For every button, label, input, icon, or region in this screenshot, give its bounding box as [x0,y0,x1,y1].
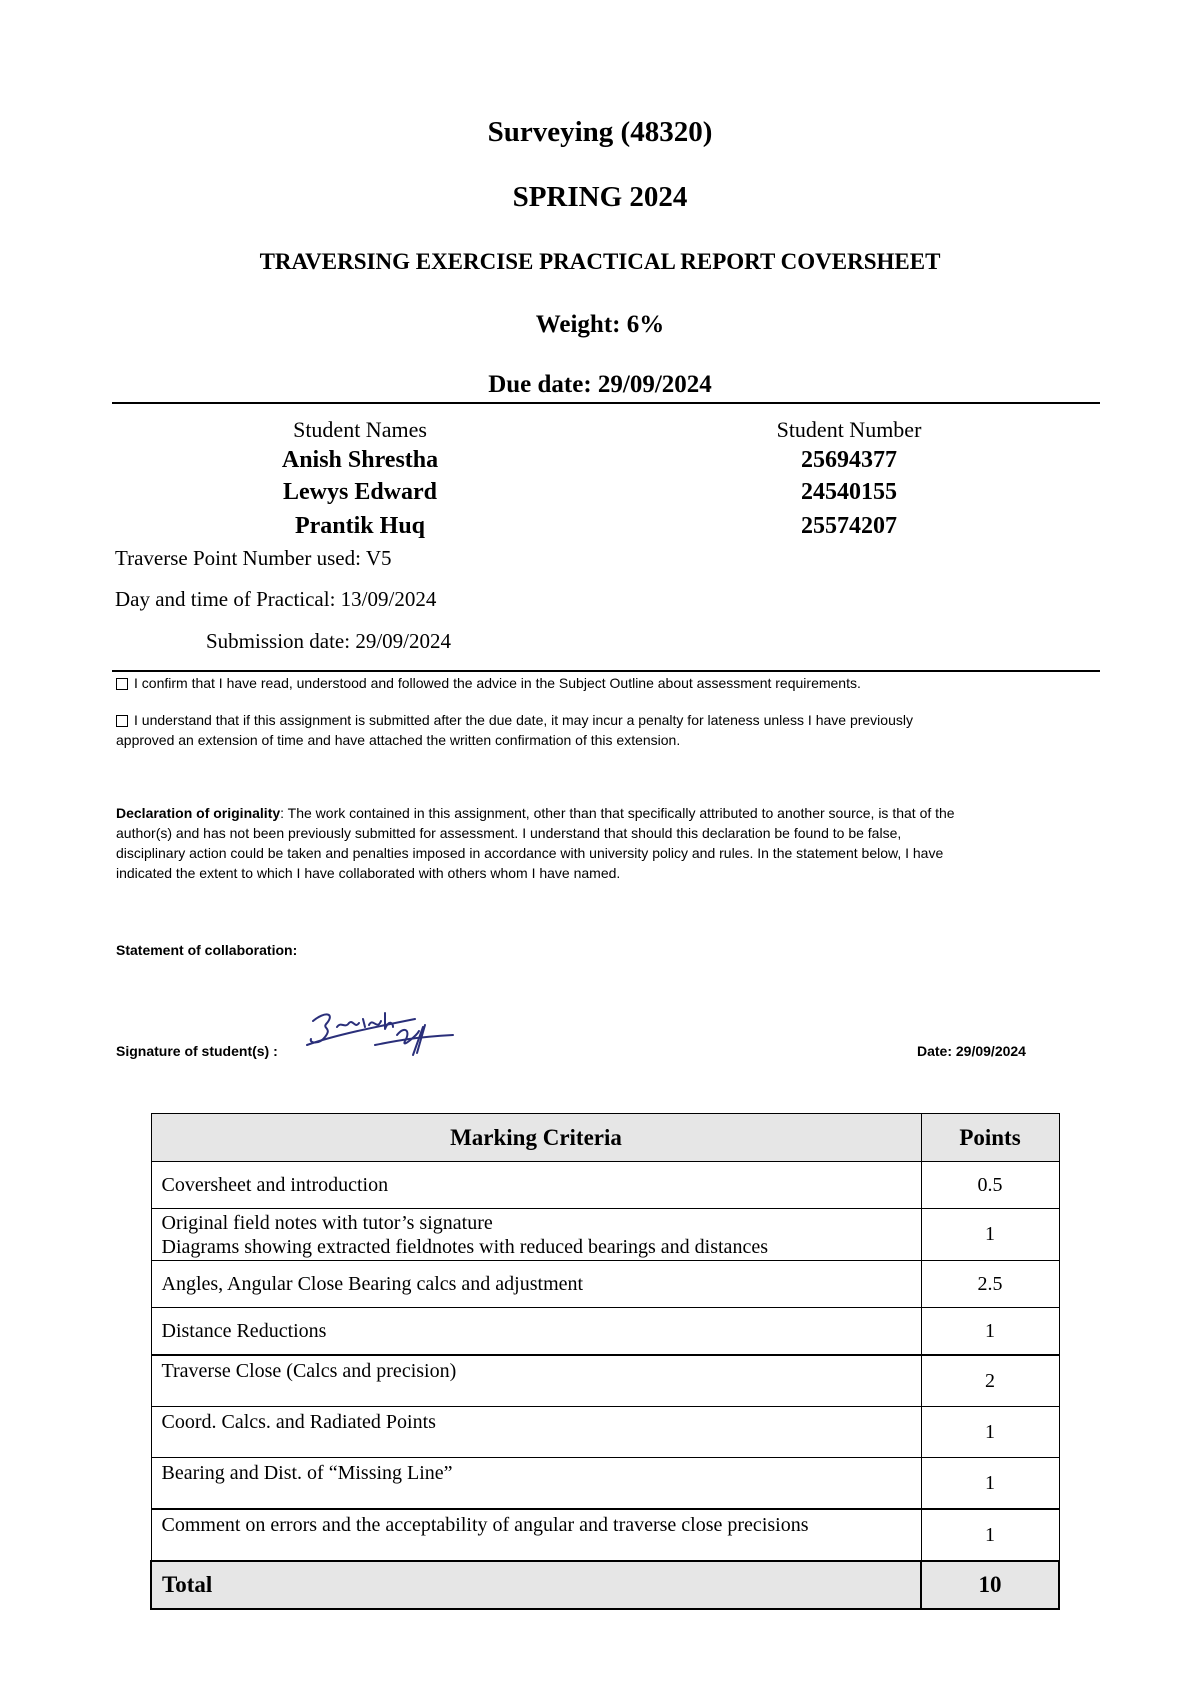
student-number: 25574207 [801,513,897,539]
criterion: Distance Reductions [151,1308,921,1356]
table-row [151,1261,1059,1308]
criterion-points: 1 [921,1209,1059,1261]
table-row [151,1355,1059,1407]
total-row [151,1561,1059,1609]
originality-declaration [116,803,1106,883]
collaboration-label: Statement of collaboration: [116,942,298,958]
originality-line3: disciplinary action could be taken and penalties imposed in accordance with university policy and rules. In the statement below, I have [116,845,944,861]
due-date: Due date: 29/09/2024 [488,371,712,398]
student-number: 24540155 [801,479,897,505]
student-name: Anish Shrestha [281,447,439,473]
signature-label: Signature of student(s) : [116,1043,278,1059]
student-number: 25694377 [801,447,897,473]
criterion: Coversheet and introduction [151,1162,921,1209]
originality-line1: : The work contained in this assignment, other than that specifically attributed to another source, is that of the [280,805,955,821]
criterion: Bearing and Dist. of “Missing Line” [151,1458,921,1510]
table-row [151,1162,1059,1209]
late-checkbox[interactable] [116,715,128,727]
criterion: Comment on errors and the acceptability of angular and traverse close precisions [151,1509,921,1561]
criterion: Angles, Angular Close Bearing calcs and adjustment [151,1261,921,1308]
criterion-points: 1 [921,1308,1059,1356]
criterion-points: 1 [921,1458,1059,1510]
table-row [151,1308,1059,1356]
criterion-line2: Diagrams showing extracted fieldnotes with reduced bearings and distances [161,1235,768,1258]
criterion: Traverse Close (Calcs and precision) [151,1355,921,1407]
marking-criteria-table [150,1113,1060,1610]
table-row [151,1407,1059,1458]
table-row [151,1458,1059,1510]
total-label: Total [151,1561,921,1609]
student-name: Prantik Huq [294,513,426,539]
semester: SPRING 2024 [512,181,688,213]
table-row [151,1209,1059,1261]
criterion-line1: Original field notes with tutor’s signature [161,1211,493,1234]
divider-top [112,402,1100,404]
criteria-header: Marking Criteria [151,1114,921,1162]
criterion-points: 1 [921,1509,1059,1561]
course-title: Surveying (48320) [487,116,713,148]
divider-declarations [112,670,1100,672]
traverse-point: Traverse Point Number used: V5 [115,546,392,570]
table-row [151,1509,1059,1561]
confirm-declaration [116,673,1106,693]
points-header: Points [921,1114,1059,1162]
originality-line4: indicated the extent to which I have collaborated with others whom I have named. [116,865,621,881]
practical-time: Day and time of Practical: 13/09/2024 [115,587,437,611]
student-names-header: Student Names [293,417,427,442]
signature-image [305,1005,455,1063]
confirm-checkbox[interactable] [116,678,128,690]
criterion-points: 1 [921,1407,1059,1458]
criterion [151,1209,921,1261]
confirm-text: I confirm that I have read, understood and followed the advice in the Subject Outline about assessment requirements. [134,675,861,691]
student-number-header: Student Number [776,417,922,442]
late-text-line1: I understand that if this assignment is submitted after the due date, it may incur a penalty for lateness unless I have previously [134,712,913,728]
student-name: Lewys Edward [282,479,438,505]
criterion-points: 0.5 [921,1162,1059,1209]
late-text-line2: approved an extension of time and have attached the written confirmation of this extension. [116,732,681,748]
criterion-points: 2 [921,1355,1059,1407]
criterion: Coord. Calcs. and Radiated Points [151,1407,921,1458]
originality-label: Declaration of originality [116,805,281,821]
signature-date: Date: 29/09/2024 [917,1043,1026,1059]
weight: Weight: 6% [535,311,665,338]
late-declaration [116,710,1106,750]
originality-line2: author(s) and has not been previously submitted for assessment. I understand that should this declaration be found to be false, [116,825,902,841]
total-points: 10 [921,1561,1059,1609]
submission-date: Submission date: 29/09/2024 [206,629,452,653]
report-subtitle: TRAVERSING EXERCISE PRACTICAL REPORT COVERSHEET [259,249,941,274]
table-header-row [151,1114,1059,1162]
criterion-points: 2.5 [921,1261,1059,1308]
